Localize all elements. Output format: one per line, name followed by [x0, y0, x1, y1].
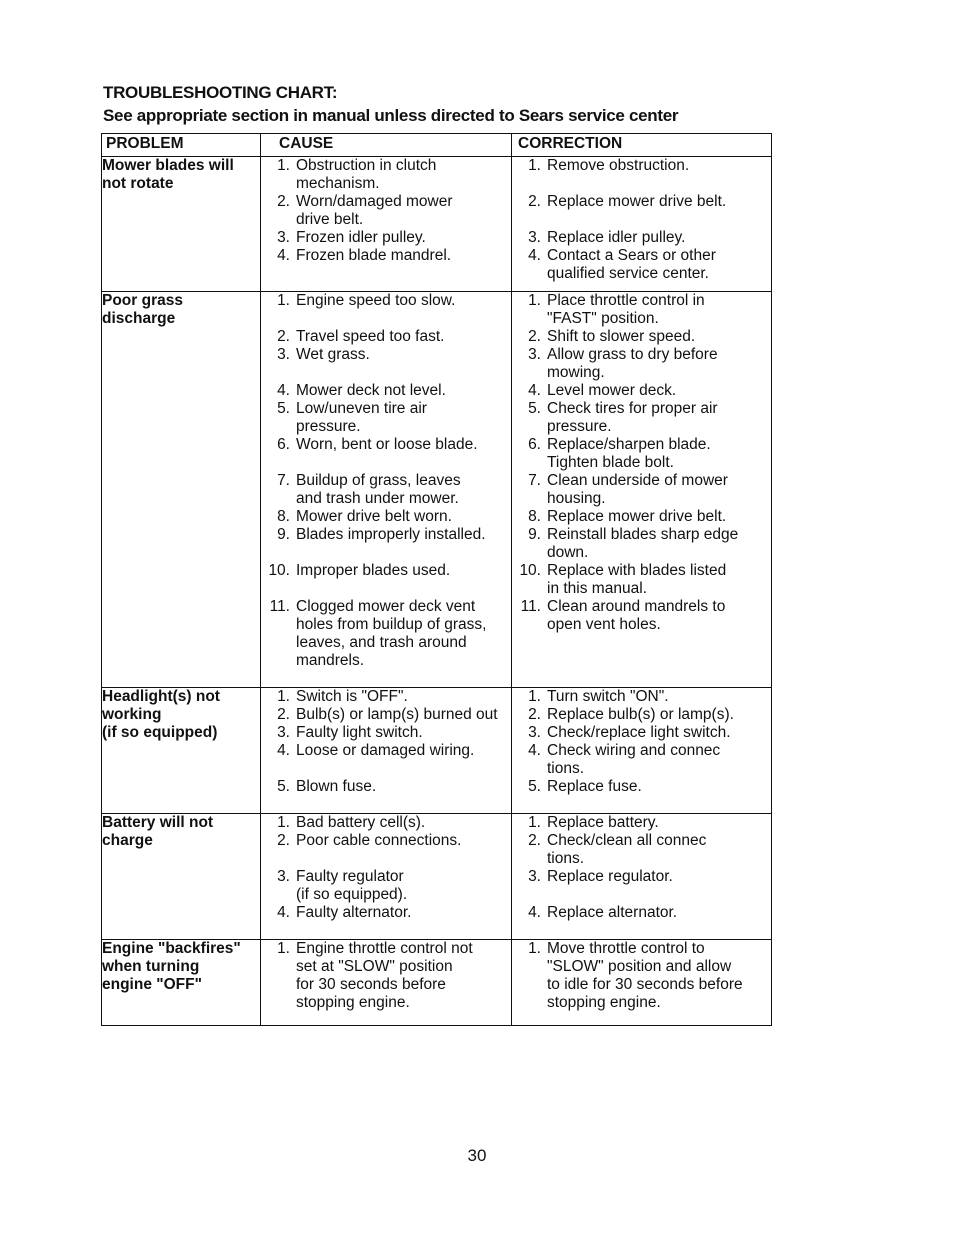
cause-cell — [261, 292, 512, 688]
correction-line: tions. — [547, 850, 585, 867]
correction-text — [541, 832, 771, 868]
correction-number: 2. — [528, 706, 541, 723]
cause-line: Faulty light switch. — [296, 724, 423, 741]
cause-text — [290, 247, 511, 265]
correction-item — [512, 904, 771, 922]
correction-number: 3. — [528, 868, 541, 885]
problem-line: when turning — [102, 958, 200, 975]
cause-line: leaves, and trash around — [296, 634, 467, 651]
cause-number: 5. — [277, 400, 290, 417]
correction-text — [541, 904, 771, 922]
cause-cell — [261, 940, 512, 1026]
cause-line: set at "SLOW" position — [296, 958, 453, 975]
correction-line: in this manual. — [547, 580, 647, 597]
correction-number: 1. — [528, 814, 541, 831]
correction-line: Replace/sharpen blade. — [547, 436, 711, 453]
cause-text — [290, 400, 511, 436]
cause-item — [261, 400, 511, 436]
cause-item — [261, 229, 511, 247]
cause-item — [261, 940, 511, 1012]
correction-line: Shift to slower speed. — [547, 328, 696, 345]
cause-line: Obstruction in clutch — [296, 157, 437, 174]
table-row — [102, 814, 772, 940]
cause-line: Mower deck not level. — [296, 382, 446, 399]
correction-line: Remove obstruction. — [547, 157, 690, 174]
problem-cell — [102, 814, 261, 940]
cause-number: 4. — [277, 382, 290, 399]
correction-line: Reinstall blades sharp edge — [547, 526, 739, 543]
cause-line: Mower drive belt worn. — [296, 508, 452, 525]
cause-item — [261, 346, 511, 382]
cause-number: 2. — [277, 328, 290, 345]
cause-text — [290, 229, 511, 247]
cause-text — [290, 508, 511, 526]
cause-number: 3. — [277, 724, 290, 741]
correction-item — [512, 562, 771, 598]
correction-text — [541, 292, 771, 328]
cause-item — [261, 832, 511, 868]
cause-number: 1. — [277, 940, 290, 957]
cause-line: Clogged mower deck vent — [296, 598, 476, 615]
correction-line: to idle for 30 seconds before — [547, 976, 743, 993]
cause-item — [261, 868, 511, 904]
problem-line: engine "OFF" — [102, 976, 202, 993]
cause-line: Loose or damaged wiring. — [296, 742, 475, 759]
troubleshooting-table — [101, 133, 772, 1026]
correction-item — [512, 247, 771, 283]
cause-item — [261, 778, 511, 796]
correction-number: 3. — [528, 724, 541, 741]
correction-number: 4. — [528, 247, 541, 264]
cause-line: Frozen blade mandrel. — [296, 247, 452, 264]
cause-item — [261, 724, 511, 742]
correction-line — [547, 175, 771, 193]
problem-line: Poor grass — [102, 292, 183, 309]
chart-title: TROUBLESHOOTING CHART: — [103, 83, 338, 102]
correction-text — [541, 472, 771, 508]
cause-line: Faulty alternator. — [296, 904, 412, 921]
correction-number: 4. — [528, 382, 541, 399]
table-row — [102, 157, 772, 292]
correction-number: 5. — [528, 400, 541, 417]
cause-text — [290, 814, 511, 832]
cause-text — [290, 742, 511, 778]
cause-item — [261, 328, 511, 346]
correction-item — [512, 508, 771, 526]
correction-line: Level mower deck. — [547, 382, 677, 399]
cause-text — [290, 328, 511, 346]
cause-text — [290, 904, 511, 922]
correction-cell — [512, 940, 772, 1026]
cause-line: Poor cable connections. — [296, 832, 462, 849]
cause-text — [290, 292, 511, 328]
cause-number: 2. — [277, 193, 290, 210]
correction-line: Turn switch "ON". — [547, 688, 669, 705]
cause-number: 8. — [277, 508, 290, 525]
correction-number: 1. — [528, 157, 541, 174]
correction-line: Move throttle control to — [547, 940, 705, 957]
correction-number: 1. — [528, 688, 541, 705]
cause-item — [261, 247, 511, 265]
correction-line: mowing. — [547, 364, 605, 381]
correction-line: Place throttle control in — [547, 292, 705, 309]
cause-column-header: CAUSE — [261, 134, 512, 157]
correction-line: down. — [547, 544, 589, 561]
correction-line: Replace mower drive belt. — [547, 193, 727, 210]
cause-text — [290, 562, 511, 598]
correction-text — [541, 346, 771, 382]
correction-text — [541, 724, 771, 742]
correction-number: 3. — [528, 229, 541, 246]
cause-number: 1. — [277, 814, 290, 831]
correction-item — [512, 706, 771, 724]
correction-line: pressure. — [547, 418, 612, 435]
correction-item — [512, 526, 771, 562]
cause-line: Buildup of grass, leaves — [296, 472, 461, 489]
correction-text — [541, 247, 771, 283]
cause-line — [296, 310, 511, 328]
correction-text — [541, 940, 771, 1012]
cause-text — [290, 778, 511, 796]
cause-item — [261, 742, 511, 778]
correction-item — [512, 688, 771, 706]
cause-item — [261, 526, 511, 562]
cause-line: Travel speed too fast. — [296, 328, 445, 345]
problem-line: not rotate — [102, 175, 174, 192]
cause-line: mandrels. — [296, 652, 365, 669]
cause-number: 1. — [277, 157, 290, 174]
cause-number: 4. — [277, 742, 290, 759]
cause-line: for 30 seconds before — [296, 976, 446, 993]
cause-line: mechanism. — [296, 175, 380, 192]
cause-number: 1. — [277, 688, 290, 705]
correction-number: 6. — [528, 436, 541, 453]
correction-text — [541, 814, 771, 832]
correction-item — [512, 229, 771, 247]
cause-line: Engine speed too slow. — [296, 292, 456, 309]
correction-line: Replace with blades listed — [547, 562, 727, 579]
correction-item — [512, 157, 771, 193]
cause-item — [261, 157, 511, 193]
cause-line: Bulb(s) or lamp(s) burned out — [296, 706, 498, 723]
correction-number: 4. — [528, 904, 541, 921]
correction-text — [541, 508, 771, 526]
correction-line: housing. — [547, 490, 606, 507]
correction-line: Clean underside of mower — [547, 472, 728, 489]
correction-line: "FAST" position. — [547, 310, 659, 327]
correction-number: 10. — [519, 562, 541, 579]
cause-item — [261, 382, 511, 400]
cause-item — [261, 292, 511, 328]
correction-number: 1. — [528, 292, 541, 309]
cause-cell — [261, 688, 512, 814]
cause-text — [290, 706, 511, 724]
correction-item — [512, 868, 771, 904]
correction-line: Replace fuse. — [547, 778, 642, 795]
cause-item — [261, 706, 511, 724]
problem-line: Headlight(s) not — [102, 688, 220, 705]
cause-line — [296, 454, 511, 472]
correction-cell — [512, 292, 772, 688]
cause-text — [290, 526, 511, 562]
correction-text — [541, 229, 771, 247]
cause-item — [261, 904, 511, 922]
cause-line: Switch is "OFF". — [296, 688, 408, 705]
cause-line — [296, 850, 511, 868]
correction-item — [512, 382, 771, 400]
cause-line: Engine throttle control not — [296, 940, 473, 957]
correction-item — [512, 400, 771, 436]
cause-item — [261, 193, 511, 229]
cause-number: 9. — [277, 526, 290, 543]
correction-line: Contact a Sears or other — [547, 247, 716, 264]
correction-number: 2. — [528, 193, 541, 210]
cause-text — [290, 472, 511, 508]
cause-line: Faulty regulator — [296, 868, 404, 885]
cause-line: Blown fuse. — [296, 778, 377, 795]
problem-line: Engine "backfires" — [102, 940, 241, 957]
cause-line: (if so equipped). — [296, 886, 408, 903]
cause-line: holes from buildup of grass, — [296, 616, 487, 633]
correction-line: Replace alternator. — [547, 904, 678, 921]
correction-cell — [512, 814, 772, 940]
correction-item — [512, 778, 771, 796]
cause-line: Low/uneven tire air — [296, 400, 427, 417]
correction-line: open vent holes. — [547, 616, 661, 633]
correction-line: qualified service center. — [547, 265, 709, 282]
problem-cell — [102, 688, 261, 814]
cause-line: and trash under mower. — [296, 490, 459, 507]
correction-line: tions. — [547, 760, 585, 777]
correction-line: Check wiring and connec — [547, 742, 721, 759]
cause-item — [261, 688, 511, 706]
correction-text — [541, 193, 771, 229]
header-row — [102, 134, 772, 157]
correction-text — [541, 436, 771, 472]
cause-line — [296, 544, 511, 562]
cause-text — [290, 688, 511, 706]
correction-number: 9. — [528, 526, 541, 543]
correction-item — [512, 742, 771, 778]
problem-line: charge — [102, 832, 153, 849]
correction-line: "SLOW" position and allow — [547, 958, 732, 975]
cause-item — [261, 814, 511, 832]
correction-text — [541, 778, 771, 796]
cause-item — [261, 562, 511, 598]
cause-item — [261, 436, 511, 472]
cause-item — [261, 598, 511, 670]
correction-item — [512, 193, 771, 229]
correction-line: Replace bulb(s) or lamp(s). — [547, 706, 734, 723]
cause-number: 7. — [277, 472, 290, 489]
correction-line — [547, 211, 771, 229]
cause-number: 3. — [277, 868, 290, 885]
correction-number: 8. — [528, 508, 541, 525]
correction-line: stopping engine. — [547, 994, 661, 1011]
correction-cell — [512, 688, 772, 814]
cause-line: Worn, bent or loose blade. — [296, 436, 478, 453]
problem-line: discharge — [102, 310, 176, 327]
cause-text — [290, 346, 511, 382]
cause-number: 2. — [277, 832, 290, 849]
cause-item — [261, 472, 511, 508]
cause-line: drive belt. — [296, 211, 364, 228]
cause-number: 11. — [269, 598, 290, 615]
table-body — [102, 157, 772, 1026]
correction-text — [541, 157, 771, 193]
cause-number: 5. — [277, 778, 290, 795]
correction-cell — [512, 157, 772, 292]
cause-line — [296, 580, 511, 598]
cause-text — [290, 832, 511, 868]
cause-line: stopping engine. — [296, 994, 410, 1011]
correction-text — [541, 688, 771, 706]
correction-item — [512, 292, 771, 328]
correction-text — [541, 526, 771, 562]
cause-line — [296, 364, 511, 382]
problem-cell — [102, 292, 261, 688]
correction-text — [541, 400, 771, 436]
cause-text — [290, 598, 511, 670]
correction-number: 5. — [528, 778, 541, 795]
table-row — [102, 940, 772, 1026]
cause-item — [261, 508, 511, 526]
correction-number: 7. — [528, 472, 541, 489]
correction-text — [541, 868, 771, 904]
cause-text — [290, 868, 511, 904]
cause-line: Improper blades used. — [296, 562, 451, 579]
cause-number: 4. — [277, 247, 290, 264]
page-number: 30 — [467, 1146, 487, 1165]
correction-item — [512, 940, 771, 1012]
problem-cell — [102, 157, 261, 292]
cause-cell — [261, 157, 512, 292]
correction-item — [512, 598, 771, 634]
problem-cell — [102, 940, 261, 1026]
correction-text — [541, 382, 771, 400]
cause-text — [290, 193, 511, 229]
correction-number: 2. — [528, 328, 541, 345]
correction-number: 2. — [528, 832, 541, 849]
correction-item — [512, 724, 771, 742]
cause-line: Wet grass. — [296, 346, 370, 363]
correction-text — [541, 562, 771, 598]
correction-line: Allow grass to dry before — [547, 346, 718, 363]
cause-number: 2. — [277, 706, 290, 723]
correction-number: 11. — [520, 598, 541, 615]
correction-text — [541, 706, 771, 724]
cause-line: Frozen idler pulley. — [296, 229, 426, 246]
correction-line: Check tires for proper air — [547, 400, 718, 417]
problem-column-header: PROBLEM — [102, 134, 261, 157]
cause-number: 1. — [277, 292, 290, 309]
correction-item — [512, 472, 771, 508]
correction-item — [512, 346, 771, 382]
correction-item — [512, 814, 771, 832]
problem-line: Mower blades will — [102, 157, 234, 174]
correction-text — [541, 742, 771, 778]
correction-line: Check/clean all connec — [547, 832, 707, 849]
table-row — [102, 292, 772, 688]
correction-line: Tighten blade bolt. — [547, 454, 674, 471]
cause-number: 4. — [277, 904, 290, 921]
problem-line: (if so equipped) — [102, 724, 218, 741]
correction-number: 1. — [528, 940, 541, 957]
cause-line — [296, 760, 511, 778]
correction-line: Check/replace light switch. — [547, 724, 731, 741]
problem-line: Battery will not — [102, 814, 214, 831]
cause-line: pressure. — [296, 418, 361, 435]
correction-text — [541, 328, 771, 346]
correction-number: 4. — [528, 742, 541, 759]
cause-number: 3. — [277, 346, 290, 363]
cause-text — [290, 940, 511, 1012]
correction-line — [547, 886, 771, 904]
cause-text — [290, 724, 511, 742]
correction-item — [512, 328, 771, 346]
correction-line: Replace idler pulley. — [547, 229, 686, 246]
correction-item — [512, 832, 771, 868]
cause-text — [290, 382, 511, 400]
cause-line: Worn/damaged mower — [296, 193, 453, 210]
correction-number: 3. — [528, 346, 541, 363]
cause-text — [290, 157, 511, 193]
correction-line: Replace regulator. — [547, 868, 673, 885]
correction-line: Clean around mandrels to — [547, 598, 726, 615]
cause-number: 10. — [268, 562, 290, 579]
cause-number: 3. — [277, 229, 290, 246]
cause-text — [290, 436, 511, 472]
correction-column-header: CORRECTION — [512, 134, 772, 157]
cause-cell — [261, 814, 512, 940]
chart-subtitle: See appropriate section in manual unless directed to Sears service center — [103, 106, 679, 125]
problem-line: working — [102, 706, 162, 723]
cause-line: Blades improperly installed. — [296, 526, 486, 543]
cause-number: 6. — [277, 436, 290, 453]
correction-text — [541, 598, 771, 634]
correction-line: Replace mower drive belt. — [547, 508, 727, 525]
correction-item — [512, 436, 771, 472]
table-row — [102, 688, 772, 814]
correction-line: Replace battery. — [547, 814, 659, 831]
cause-line: Bad battery cell(s). — [296, 814, 426, 831]
